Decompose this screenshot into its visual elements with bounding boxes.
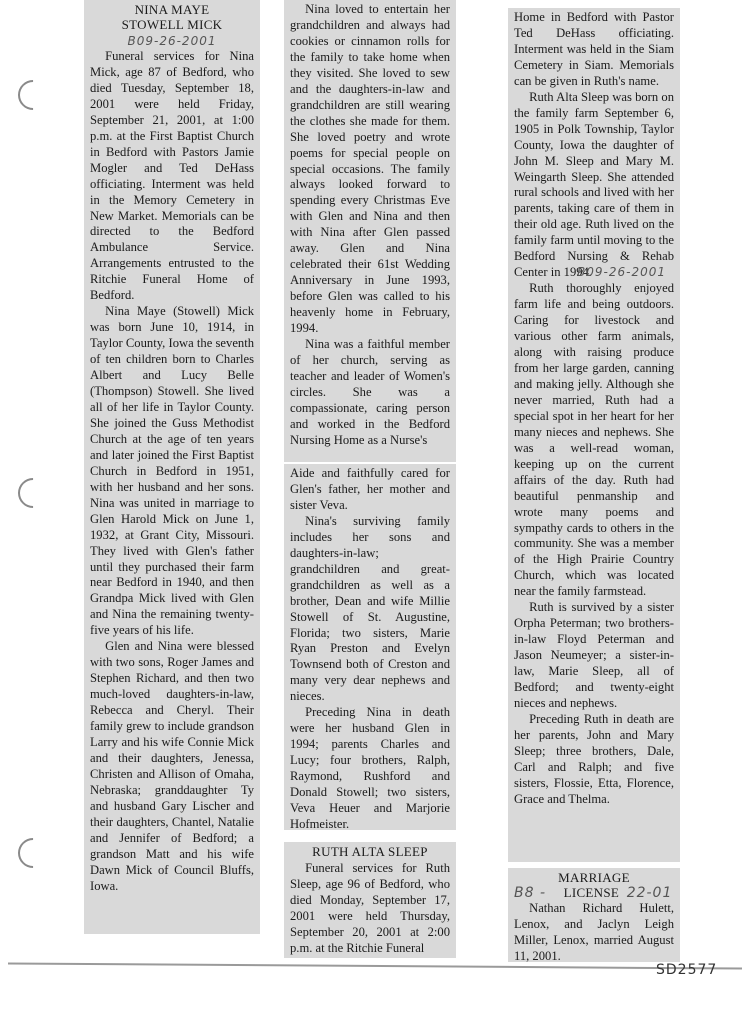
obituary-paragraph: Ruth Alta Sleep was born on the family farm September 6, 1905 in Polk Township, Taylor County, Iowa the daughter of John M. Sleep and Mary M. Weingarth Sleep. She attended rural schools and lived with her parents, taking care of them in their old age. Ruth lived on the family farm until moving to the Bedford Nursing & Rehab Center in 1994. <box>514 89 674 280</box>
obituary-paragraph: Nina was a faithful member of her church, serving as teacher and leader of Women's circles. She was a compassionate, caring person and worked in the Bedford Nursing Home as a Nurse's <box>290 337 450 447</box>
handwritten-mark: B8 - <box>514 885 547 901</box>
obituary-paragraph: Funeral services for Ruth Sleep, age 96 of Bedford, who died Monday, September 17, 2001 were held Thursday, September 20, 2001 at 2:00 p.m. at the Ritchie Funeral <box>290 861 450 955</box>
obituary-paragraph: Home in Bedford with Pastor Ted DeHass officiating. Interment was held in the Siam Cemetery in Siam. Memorials can be given in Ruth's name. <box>514 10 674 88</box>
obituary-title: NINA MAYE STOWELL MICK <box>121 2 223 32</box>
handwritten-reference-number: SD2577 <box>656 962 718 978</box>
obituary-paragraph: Preceding Ruth in death are her parents, John and Mary Sleep; three brothers, Dale, Carl and Ralph; and five sisters, Flossie, Etta, Florence, Grace and Thelma. <box>514 711 674 806</box>
obituary-paragraph: Ruth is survived by a sister Orpha Peterman; two brothers-in-law Floyd Peterman and Jason Neumeyer; a sister-in-law, Marie Sleep, all of Bedford; and twenty-eight nieces and nephews. <box>514 600 674 710</box>
nina-mick-obituary-continued <box>284 0 456 462</box>
obituary-paragraph: Nina loved to entertain her grandchildren and always had cookies or cinnamon rolls for the family to take home when they visited. She loved to sew and the daughters-in-law and grandchildren are still wearing the clothes she made for them. She loved poetry and wrote poems for special people on special occasions. The family always looked forward to spending every Christmas Eve with Glen and Nina and then with Nina after Glen passed away. Glen and Nina celebrated their 61st Wedding Anniversary in June 1993, before Glen was called to his heavenly home in February, 1994. <box>290 2 450 336</box>
obituary-paragraph: Nina Maye (Stowell) Mick was born June 10, 1914, in Taylor County, Iowa the seventh of ten children born to Charles Albert and Lucy Belle (Thompson) Stowell. She lived all of her life in Taylor County. She joined the Guss Methodist Church at the age of ten years and later joined the First Baptist Church in Bedford in 1951, with her husband and her sons. Nina was united in marriage to Glen Harold Mick on June 1, 1932, at Grant City, Missouri. They lived with Glen's father until they purchased their farm near Bedford in 1940, and then Grandpa Mick lived with Glen and Nina the remaining twenty-five years of his life. <box>90 304 254 638</box>
handwritten-number: 22-01 <box>626 885 673 901</box>
notice-title: MARRIAGE <box>558 870 630 885</box>
obituary-paragraph: Glen and Nina were blessed with two sons, Roger James and Stephen Richard, and then two much-loved daughters-in-law, Rebecca and Cheryl. Their family grew to include grandson Larry and his wife Connie Mick and their daughters, Jenessa, Christen and Allison of Omaha, Nebraska; granddaughter Ty and husband Gary Lischer and their daughters, Chantel, Natalie and Jennifer of Bedford; a grandson Matt and his wife Dawn Mick of Council Bluffs, Iowa. <box>90 639 254 893</box>
punch-hole-bottom <box>12 832 54 874</box>
handwritten-date: B09-26-2001 <box>577 265 666 280</box>
handwritten-date: B09-26-2001 <box>127 34 217 48</box>
obituary-paragraph: Funeral services for Nina Mick, age 87 of Bedford, who died Tuesday, September 18, 2001 were held Friday, September 21, 2001, at 1:00 p.m. at the First Baptist Church in Bedford with Pastors Jamie Mogler and Ted DeHass officiating. Interment was held in the Memory Cemetery in New Market. Memorials can be directed to the Bedford Ambulance Service. Arrangements entrusted to the Ritchie Funeral Home of Bedford. <box>90 49 254 303</box>
notice-text: Nathan Richard Hulett, Lenox, and Jaclyn Leigh Miller, Lenox, married August 11, 2001. <box>514 901 674 963</box>
notice-subtitle: B8 - LICENSE 22-01 <box>514 885 673 901</box>
ruth-sleep-obituary <box>284 842 456 958</box>
ruth-sleep-obituary-continued <box>508 8 680 862</box>
obituary-paragraph: Ruth thoroughly enjoyed farm life and being outdoors. Caring for livestock and various other farm animals, along with raising produce from her large garden, canning and making jelly. Although she never married, Ruth had a special spot in her heart for her many nieces and nephews. She was a well-read woman, keeping up on the current affairs of the day. Ruth had beautiful penmanship and wrote many poems and sympathy cards to others in the community. She was a member of the High Prairie Country Church, which was located near the family farmstead. <box>514 281 674 599</box>
nina-mick-obituary <box>84 0 260 934</box>
obituary-paragraph: Nina's surviving family includes her sons and daughters-in-law; grandchildren and great-grandchildren as well as a brother, Dean and wife Millie Stowell of St. Augustine, Florida; two sisters, Marie Ryan Preston and Evelyn Townsend both of Creston and many very dear nephews and nieces. <box>290 513 450 704</box>
obituary-paragraph: Aide and faithfully cared for Glen's father, her mother and sister Veva. <box>290 466 450 512</box>
nina-mick-obituary-continued <box>284 464 456 830</box>
punch-hole-middle <box>12 472 54 514</box>
marriage-license-notice <box>508 868 680 962</box>
punch-hole-top <box>12 74 54 116</box>
obituary-title: RUTH ALTA SLEEP <box>312 844 428 859</box>
obituary-paragraph: Preceding Nina in death were her husband Glen in 1994; parents Charles and Lucy; four brothers, Ralph, Raymond, Rushford and Donald Stowell; two sisters, Veva Heuer and Marjorie Hofmeister. <box>290 705 450 831</box>
